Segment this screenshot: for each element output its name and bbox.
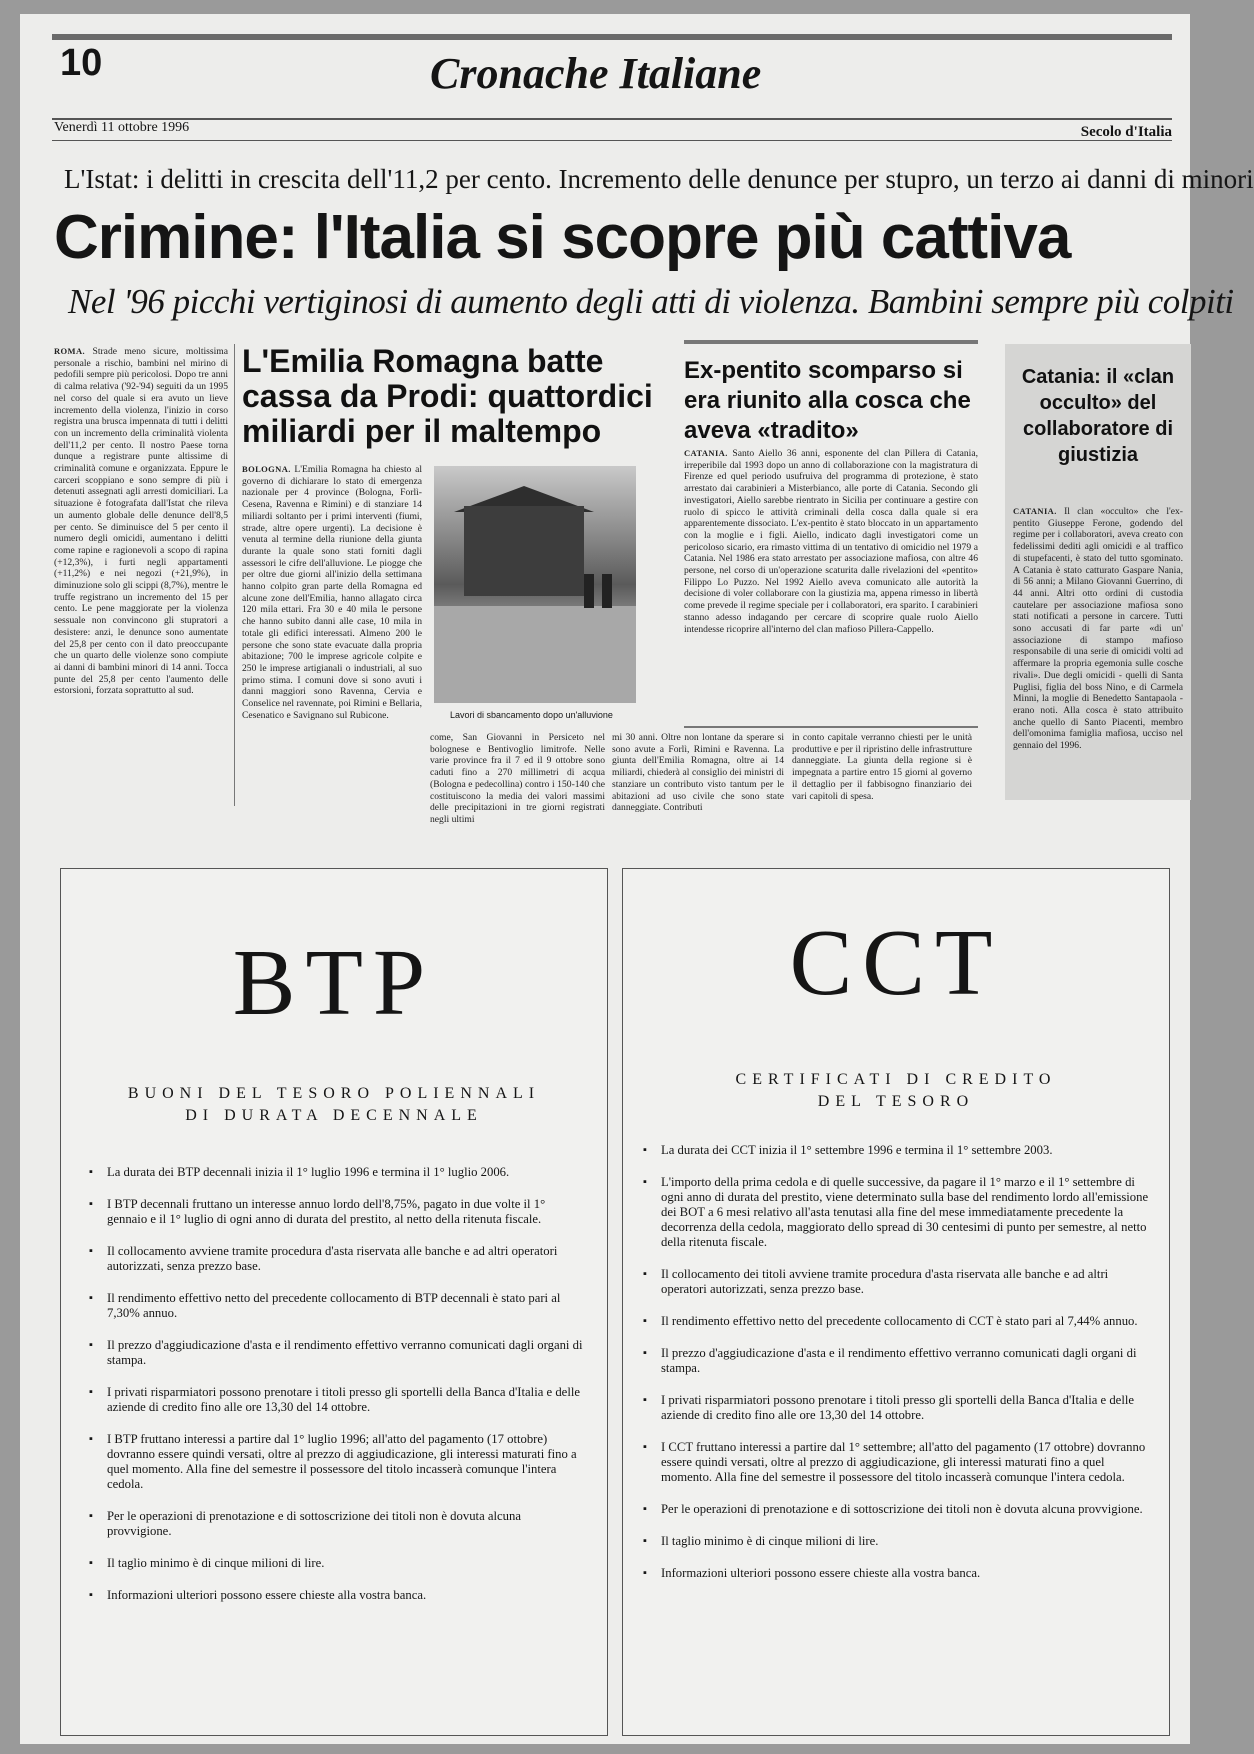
date-rule	[52, 140, 1172, 141]
catania-sidebox	[1005, 344, 1191, 800]
section-masthead: Cronache Italiane	[430, 49, 762, 98]
cct-term-item: ▪ Il collocamento dei titoli avviene tramite procedura d'asta riservata alle banche e ad altri operatori autorizzati, senza prezzo base.	[641, 1267, 1153, 1297]
btp-term-item: ▪ I BTP decennali fruttano un interesse annuo lordo dell'8,75%, pagato in due volte il 1° gennaio e il 1° luglio di ogni anno di durata del prestito, al netto della ritenuta fiscale.	[87, 1197, 587, 1227]
masthead-rule	[52, 118, 1172, 120]
flood-photo	[434, 466, 636, 703]
btp-term-item: ▪ Il collocamento avviene tramite procedura d'asta riservata alle banche e ad altri operatori autorizzati, senza prezzo base.	[87, 1244, 587, 1274]
column-rule	[234, 344, 235, 806]
emilia-text-2: come, San Giovanni in Persiceto nel bolognese e Bentivoglio limitrofe. Nelle varie province fra il 7 ed il 9 ottobre sono caduti fino a 270 millimetri di acqua (Bologna e pedecollina) contro i 150-140 che costituiscono la media dei valori massimi delle precipitazioni in tre giorni registrati negli ultimi	[430, 732, 605, 825]
cct-term-item: ▪ Per le operazioni di prenotazione e di sottoscrizione dei titoli non è dovuta alcuna provvigione.	[641, 1502, 1153, 1517]
lead-headline: Crimine: l'Italia si scopre più cattiva	[54, 203, 1071, 272]
photo-house	[464, 506, 584, 596]
page-number: 10	[60, 42, 103, 84]
cct-term-item: ▪ I privati risparmiatori possono prenotare i titoli presso gli sportelli della Banca d'Italia e delle aziende di credito fino alle ore 13,30 del 14 ottobre.	[641, 1393, 1153, 1423]
emilia-text-4: in conto capitale verranno chiesti per le unità produttive e per il ripristino delle infrastrutture danneggiate. La giunta della regione si è impegnata a partire entro 15 giorni al governo il dettaglio per il fabbisogno finanziario dei vari capitoli di spesa.	[792, 732, 972, 802]
paper-name: Secolo d'Italia	[1080, 124, 1172, 140]
emilia-body-col3	[612, 732, 784, 814]
emilia-text-1: L'Emilia Romagna ha chiesto al governo di dichiarare lo stato di emergenza nazionale per 4 province (Bologna, Forlì-Cesena, Ravenna e Rimini) e di stanziare 14 miliardi soltanto per i primi interventi (fiumi, strade, altre opere urgenti). La decisione è venuta al termine della riunione della giunta durante la quale sono stati forniti dagli assessori le cifre dell'alluvione. Le piogge che per oltre due giorni all'inizio della settimana hanno colpito gran parte della Romagna ed alcune zone dell'Emilia, hanno allagato circa 120 mila ettari. Fra 30 e 40 mila le persone che hanno subito danni alle case, 10 mila in totale gli edifici interessati. Almeno 200 le persone che sono state evacuate dalla propria abitazione; 700 le imprese agricole colpite e 250 le imprese artigianali o industriali, al suo primo stima. I comuni dove si sono avuti i danni maggiori sono Ravenna, Cervia e Conselice nel ravennate, poi Rimini e Bellaria, Cesenatico e Savignano sul Rubicone.	[242, 464, 422, 721]
cct-term-item: ▪ I CCT fruttano interessi a partire dal 1° settembre; all'atto del pagamento (17 ottobre) dovranno essere quindi versati, oltre al prezzo di aggiudicazione, gli interessi maturati fino a quel momento. Alla fine del semestre il possessore del titolo incasserà comunque l'intera cedola.	[641, 1440, 1153, 1485]
emilia-body-col4	[792, 732, 972, 806]
pentito-bottom-rule	[684, 726, 978, 728]
btp-term-item: ▪ Per le operazioni di prenotazione e di sottoscrizione dei titoli non è dovuta alcuna provvigione.	[87, 1509, 587, 1539]
photo-figure	[602, 574, 612, 608]
emilia-body-col1	[242, 464, 422, 806]
lead-text: Strade meno sicure, moltissima personale a rischio, bambini nel mirino di pedofili sempre più pericolosi. Dopo tre anni di calma relativa ('92-'94) seguiti da un 1995 nel corso del quale si era avuto un lieve incremento della violenza, l'inizio in corso registra una brusca impennata di tutti i delitti con un incremento della criminalità violenta dell'11,2 per cento. Il nostro Paese torna dunque a registrare punte altissime di criminalità comune e organizzata. Eppure le carceri scoppiano e sono sempre di più i detenuti assegnati agli arresti domiciliari. La situazione è fotografata dall'Istat che rileva un aumento globale delle denunce dell'8,5 per cento. Se diminuisce del 5 per cento il numero degli omicidi, aumentano i delitti come rapine e ragionevoli a scopo di rapina (+12,3%), i furti negli appartamenti (+11,2%) e nei negozi (+21,9%), in diminuzione solo gli scippi (8,7%), mentre le truffe registrano un incremento del 15 per cento. Le pene maggiorate per la violenza sessuale non convincono gli stupratori a desistere: anzi, le denunce sono aumentate del 25,8 per cento con il dato preoccupante che un quarto delle violenze sono compiute ai danni di bambini minori di 14 anni. Tocca punte del 25,8 per cento l'aumento delle estorsioni, forzata soprattutto al sud.	[54, 346, 228, 697]
btp-subtitle-1: BUONI DEL TESORO POLIENNALI	[127, 1085, 541, 1102]
btp-term-item: ▪ I privati risparmiatori possono prenotare i titoli presso gli sportelli della Banca d'Italia e delle aziende di credito fino alle ore 13,30 del 14 ottobre.	[87, 1385, 587, 1415]
btp-title: BTP	[232, 931, 436, 1035]
emilia-text-3: mi 30 anni. Oltre non lontane da sperare si sono avute a Forlì, Rimini e Ravenna. La giunta dell'Emilia Romagna, oltre ai 14 miliardi, chiederà al consiglio dei ministri di stanziare un contributo visto tantum per le abitazioni ad uso civile che sono state danneggiate. Contributi	[612, 732, 784, 814]
pentito-headline: Ex-pentito scomparso si era riunito alla cosca che aveva «tradito»	[684, 357, 971, 444]
btp-term-item: ▪ Il rendimento effettivo netto del precedente collocamento di BTP decennali è stato pari al 7,30% annuo.	[87, 1291, 587, 1321]
cct-terms-list	[641, 1143, 1153, 1598]
pentito-dateline: CATANIA.	[684, 448, 728, 458]
cct-term-item: ▪ Il taglio minimo è di cinque milioni di lire.	[641, 1534, 1153, 1549]
cct-term-item: ▪ Informazioni ulteriori possono essere chieste alla vostra banca.	[641, 1566, 1153, 1581]
btp-terms-list	[87, 1165, 587, 1620]
photo-caption: Lavori di sbancamento dopo un'alluvione	[450, 710, 613, 720]
btp-advertisement	[60, 868, 608, 1736]
emilia-dateline: BOLOGNA.	[242, 464, 291, 474]
lead-article-body	[54, 346, 228, 806]
photo-ground	[434, 606, 636, 703]
pentito-body	[684, 448, 978, 710]
lead-kicker: L'Istat: i delitti in crescita dell'11,2 per cento. Incremento delle denunce per stupro, un terzo ai danni di minori	[64, 164, 1254, 194]
top-rule	[52, 34, 1172, 40]
cct-advertisement	[622, 868, 1170, 1736]
emilia-body-col2	[430, 732, 605, 825]
catania-headline: Catania: il «clan occulto» del collaboratore di giustizia	[1021, 366, 1175, 466]
btp-term-item: ▪ I BTP fruttano interessi a partire dal 1° luglio 1996; all'atto del pagamento (17 ottobre) dovranno essere quindi versati, oltre al prezzo di aggiudicazione, gli interessi maturati fino a quel momento. Alla fine del semestre il possessore del titolo incasserà comunque l'intera cedola.	[87, 1432, 587, 1492]
btp-term-item: ▪ Il taglio minimo è di cinque milioni di lire.	[87, 1556, 587, 1571]
lead-dateline: ROMA.	[54, 346, 86, 356]
lead-subhead: Nel '96 picchi vertiginosi di aumento degli atti di violenza. Bambini sempre più colpiti	[68, 282, 1234, 321]
pentito-text: Santo Aiello 36 anni, esponente del clan Pillera di Catania, irreperibile dal 1993 dopo un anno di collaborazione con la magistratura di Firenze ed quel periodo usufruiva del programma di protezione, è stato arrestato dai carabinieri a Misterbianco, alle porte di Catania. Secondo gli investigatori, Aiello sarebbe rientrato in Sicilia per continuare a gestire con ruolo di spicco le attività criminali della cosca dalla quale si era apparentemente dissociato. L'ex-pentito è stato bloccato in un appartamento con la moglie e i figli. Aiello, indicato dagli investigatori come un pericoloso sicario, era rimasto vittima di un tentativo di omicidio nel 1979 a Catania. Nel 1986 era stato arrestato per associazione mafiosa, con altre 46 persone, nel corso di un'operazione scaturita dalle rivelazioni del «pentito» Filippo Lo Puzzo. Nel 1992 Aiello aveva comunicato alle autorità la decisione di voler collaborare con la giustizia ma, appena rimesso in libertà come prevede il regime speciale per i collaboratori, era sparito. I carabinieri stanno adesso indagando per cercare di scoprire quale ruolo Aiello intendesse ricoprire all'interno del clan mafioso Pillera-Cappello.	[684, 448, 978, 635]
btp-term-item: ▪ Informazioni ulteriori possono essere chieste alla vostra banca.	[87, 1588, 587, 1603]
cct-term-item: ▪ Il prezzo d'aggiudicazione d'asta e il rendimento effettivo verranno comunicati dagli organi di stampa.	[641, 1346, 1153, 1376]
catania-text: Il clan «occulto» che l'ex-pentito Giuseppe Ferone, godendo del regime per i collaboratori, aveva creato con fedelissimi dediti agli omicidi e al traffico di stupefacenti, è stato del tutto sgominato. A Catania è stato catturato Gaspare Nania, di 56 anni; a Milano Giovanni Guerrino, di 44 anni. Altri otto ordini di custodia cautelare per associazione mafiosa sono stati notificati a persone in carcere. Tutti sono accusati di far parte «di un' associazione di stampo mafioso responsabile di una serie di omicidi volti ad affermare la propria egemonia sulle cosche rivali». Due degli omicidi - quelli di Santa Puglisi, figlia del boss Nino, e di Carmela Minni, la moglie di Benedetto Santapaola - erano noti. Alla cosca è stato attribuito anche quello di Santo Piacenti, membro dell'omonima famiglia mafiosa, ucciso nel gennaio del 1996.	[1013, 506, 1183, 752]
newspaper-page	[20, 14, 1254, 1744]
cct-title: CCT	[789, 911, 1003, 1015]
emilia-headline: L'Emilia Romagna batte cassa da Prodi: quattordici miliardi per il maltempo	[242, 343, 653, 449]
cct-term-item: ▪ Il rendimento effettivo netto del precedente collocamento di CCT è stato pari al 7,44% annuo.	[641, 1314, 1153, 1329]
cct-term-item: ▪ La durata dei CCT inizia il 1° settembre 1996 e termina il 1° settembre 2003.	[641, 1143, 1153, 1158]
btp-subtitle-2: DI DURATA DECENNALE	[185, 1107, 483, 1124]
pentito-top-rule	[684, 340, 978, 344]
issue-date: Venerdì 11 ottobre 1996	[54, 120, 190, 135]
cct-subtitle-2: DEL TESORO	[817, 1093, 975, 1110]
btp-term-item: ▪ La durata dei BTP decennali inizia il 1° luglio 1996 e termina il 1° luglio 2006.	[87, 1165, 587, 1180]
catania-body	[1013, 506, 1183, 796]
cct-subtitle-1: CERTIFICATI DI CREDITO	[735, 1071, 1057, 1088]
btp-term-item: ▪ Il prezzo d'aggiudicazione d'asta e il rendimento effettivo verranno comunicati dagli organi di stampa.	[87, 1338, 587, 1368]
photo-figure	[584, 574, 594, 608]
cct-term-item: ▪ L'importo della prima cedola e di quelle successive, da pagare il 1° marzo e il 1° settembre di ogni anno di durata del prestito, viene determinato sulla base del rendimento lordo all'emissione dei BOT a 6 mesi relativo all'asta tenutasi alla fine del mese immediatamente precedente la decorrenza della cedola, maggiorato dello spread di 30 centesimi di punto per semestre, al netto della ritenuta fiscale.	[641, 1175, 1153, 1250]
catania-dateline: CATANIA.	[1013, 506, 1057, 516]
